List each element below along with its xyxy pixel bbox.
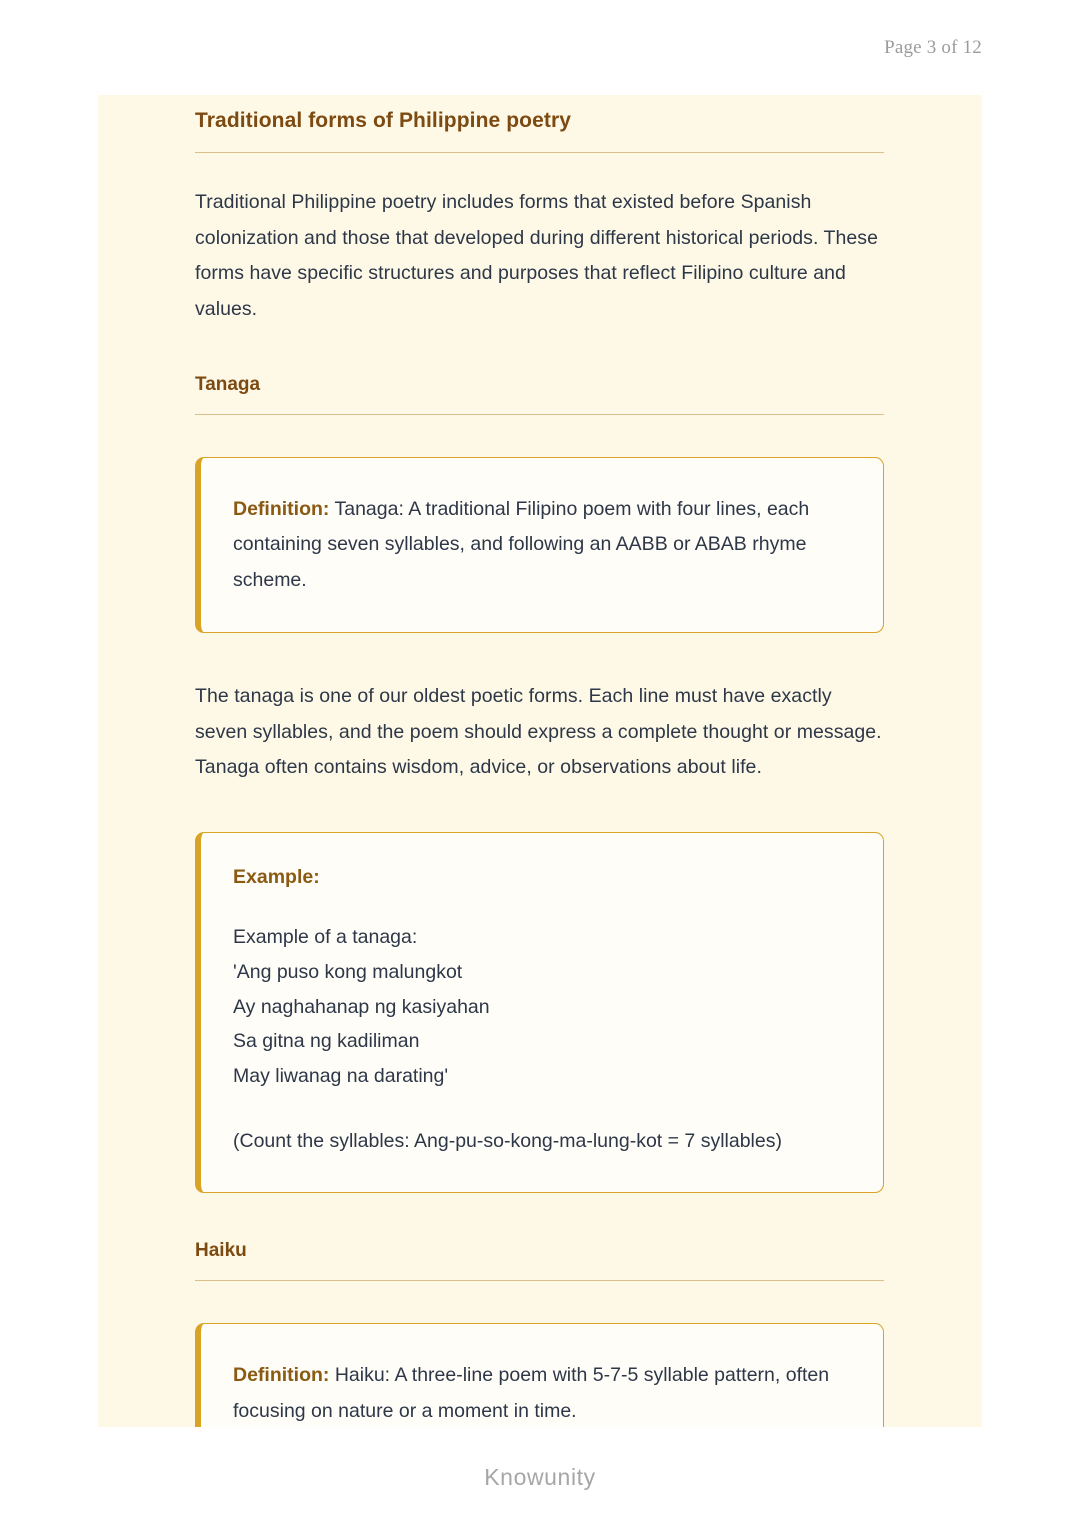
definition-text-tanaga [233,492,853,598]
definition-body: Tanaga: A traditional Filipino poem with four lines, each containing seven syllables, and following an AABB or ABAB rhyme scheme. [233,497,810,591]
page-footer [0,1427,1080,1527]
section-haiku [195,1239,884,1281]
definition-label: Definition: [233,1364,330,1387]
definition-callout-haiku [195,1323,884,1427]
definition-label: Definition: [233,497,330,520]
example-intro-line: Example of a tanaga: [233,926,418,949]
section-tanaga [195,373,884,415]
definition-callout-tanaga [195,457,884,633]
section-heading-haiku: Haiku [195,1240,247,1262]
page-title: Traditional forms of Philippine poetry [195,109,571,132]
definition-text-haiku [233,1358,853,1427]
poem-line: Ay naghahanap ng kasiyahan [233,995,490,1018]
section-divider-tanaga [195,414,884,415]
syllable-count-note: (Count the syllables: Ang-pu-so-kong-ma-lung-kot = 7 syllables) [233,1129,782,1152]
tanaga-body-paragraph: The tanaga is one of our oldest poetic forms. Each line must have exactly seven syllables, and the poem should express a complete thought or message. Tanaga often contains wisdom, advice, or observations about life. [195,685,882,779]
title-divider [195,152,884,153]
intro-paragraph: Traditional Philippine poetry includes forms that existed before Spanish colonization and those that developed during different historical periods. These forms have specific structures and purposes that reflect Filipino culture and values. [195,191,878,320]
document-sheet [98,95,982,1427]
poem-line: 'Ang puso kong malungkot [233,960,463,983]
poem-line: May liwanag na darating' [233,1064,449,1087]
poem-line: Sa gitna ng kadiliman [233,1030,420,1053]
example-poem-block [233,920,853,1094]
example-heading: Example: [233,865,320,888]
section-divider-haiku [195,1280,884,1281]
definition-body: Haiku: A three-line poem with 5-7-5 syllable pattern, often focusing on nature or a moment in time. [233,1364,830,1422]
page-header [0,0,1080,95]
page-indicator: Page 3 of 12 [884,36,982,58]
watermark-knowunity: Knowunity [484,1463,596,1490]
example-callout-tanaga [195,832,884,1194]
section-heading-tanaga: Tanaga [195,374,261,396]
